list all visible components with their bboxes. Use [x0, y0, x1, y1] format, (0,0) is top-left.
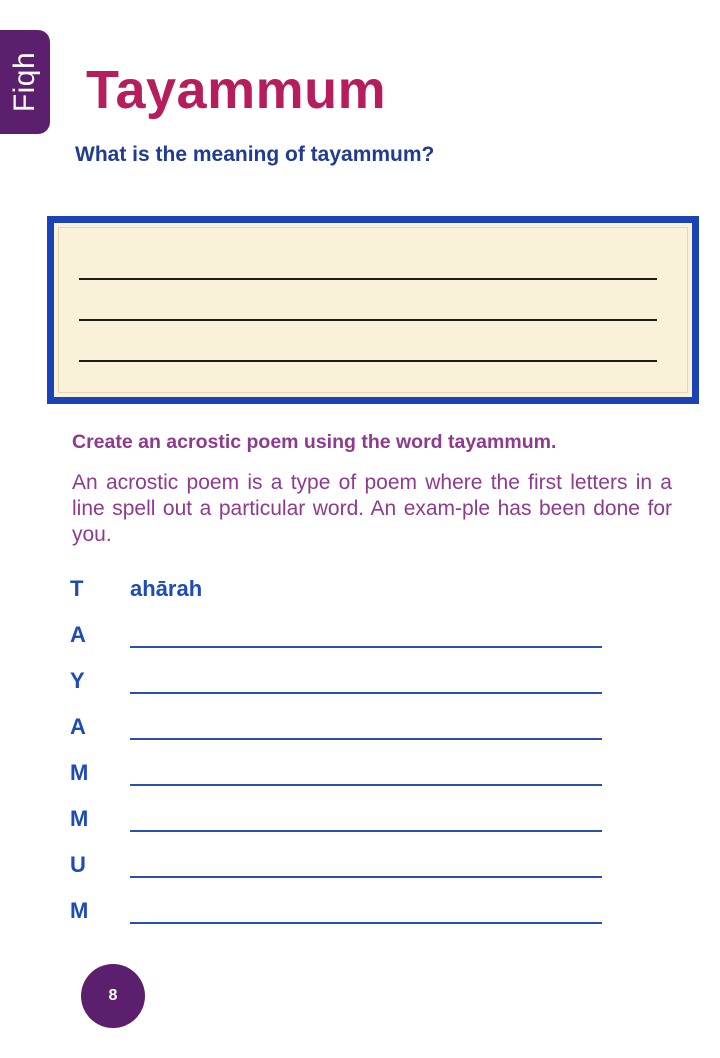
answer-box [47, 216, 699, 404]
acrostic-letter: M [70, 760, 89, 785]
acrostic-row [0, 574, 720, 614]
acrostic-letter: A [70, 622, 86, 647]
acrostic-row [0, 896, 720, 936]
acrostic-letter: M [70, 898, 89, 923]
acrostic-description: An acrostic poem is a type of poem where the first letters in a line spell out a particular word. An exam-ple has been done for you. [72, 471, 672, 546]
section-tab-label: Fiqh [8, 51, 41, 113]
acrostic-row [0, 804, 720, 844]
acrostic-row [0, 758, 720, 798]
acrostic-row [0, 620, 720, 660]
page-number-badge [81, 964, 145, 1028]
acrostic-answer-line[interactable] [130, 784, 602, 786]
answer-line[interactable] [79, 319, 657, 321]
acrostic-example-text: ahārah [130, 576, 203, 601]
acrostic-row [0, 712, 720, 752]
acrostic-answer-line[interactable] [130, 692, 602, 694]
acrostic-answer-line[interactable] [130, 830, 602, 832]
acrostic-letter: A [70, 714, 86, 739]
acrostic-heading: Create an acrostic poem using the word tayammum. [72, 431, 557, 453]
answer-line[interactable] [79, 278, 657, 280]
meaning-question: What is the meaning of tayammum? [75, 143, 435, 166]
acrostic-letter: M [70, 806, 89, 831]
acrostic-answer-line[interactable] [130, 738, 602, 740]
answer-box-inner-border [58, 227, 688, 393]
section-tab [0, 30, 50, 134]
page-title: Tayammum [86, 60, 387, 120]
page-number: 8 [108, 987, 118, 1004]
acrostic-letter: U [70, 852, 86, 877]
acrostic-row [0, 850, 720, 890]
acrostic-letter: Y [70, 668, 85, 693]
acrostic-letter: T [70, 576, 84, 601]
acrostic-answer-line[interactable] [130, 646, 602, 648]
acrostic-answer-line[interactable] [130, 876, 602, 878]
answer-line[interactable] [79, 360, 657, 362]
acrostic-row [0, 666, 720, 706]
acrostic-answer-line[interactable] [130, 922, 602, 924]
